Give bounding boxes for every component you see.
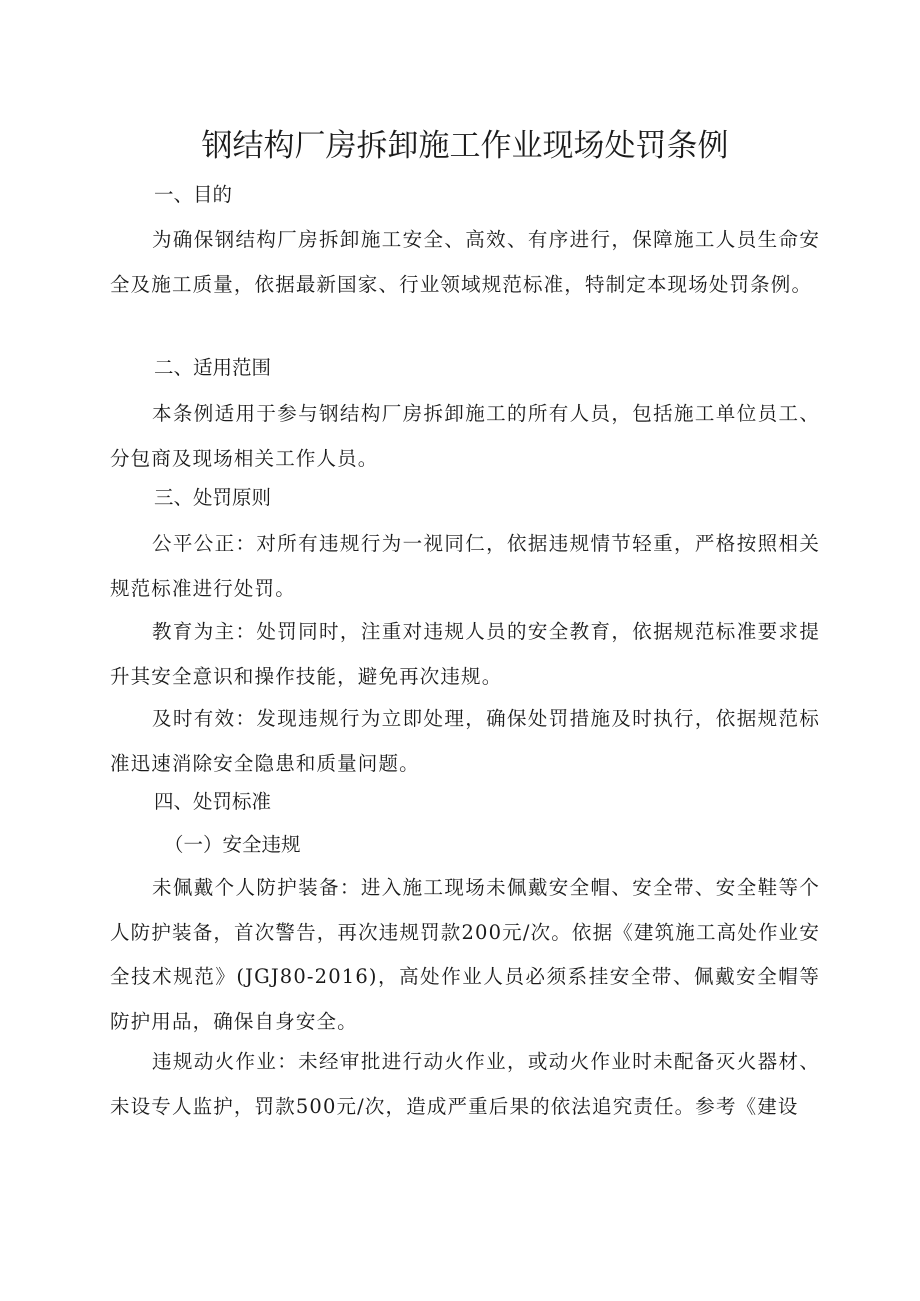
paragraph-principle-timeliness: 及时有效：发现违规行为立即处理，确保处罚措施及时执行，依据规范标准迅速消除安全隐患和质量问题。	[110, 707, 820, 775]
paragraph-scope: 本条例适用于参与钢结构厂房拆卸施工的所有人员，包括施工单位员工、分包商及现场相关工作人员。	[110, 402, 820, 470]
paragraph-purpose: 为确保钢结构厂房拆卸施工安全、高效、有序进行，保障施工人员生命安全及施工质量，依据最新国家、行业领域规范标准，特制定本现场处罚条例。	[110, 228, 820, 296]
section-heading-standards: 四、处罚标准	[154, 790, 272, 813]
paragraph-principle-education: 教育为主：处罚同时，注重对违规人员的安全教育，依据规范标准要求提升其安全意识和操作技能，避免再次违规。	[110, 620, 820, 688]
section-heading-purpose: 一、目的	[154, 183, 233, 206]
paragraph-principle-fairness: 公平公正：对所有违规行为一视同仁，依据违规情节轻重，严格按照相关规范标准进行处罚。	[110, 532, 820, 600]
section-heading-principles: 三、处罚原则	[154, 486, 272, 509]
subsection-heading-safety: （一）安全违规	[164, 833, 301, 856]
paragraph-safety-hot-work: 违规动火作业：未经审批进行动火作业，或动火作业时未配备灭火器材、未设专人监护，罚款500元/次，造成严重后果的依法追究责任。参考《建设	[110, 1050, 820, 1118]
section-heading-scope: 二、适用范围	[154, 356, 272, 379]
document-title: 钢结构厂房拆卸施工作业现场处罚条例	[201, 128, 729, 164]
paragraph-safety-ppe: 未佩戴个人防护装备：进入施工现场未佩戴安全帽、安全带、安全鞋等个人防护装备，首次警告，再次违规罚款200元/次。依据《建筑施工高处作业安全技术规范》(JGJ80-2016)，高处作业人员必须系挂安全带、佩戴安全帽等防护用品，确保自身安全。	[110, 876, 820, 1033]
